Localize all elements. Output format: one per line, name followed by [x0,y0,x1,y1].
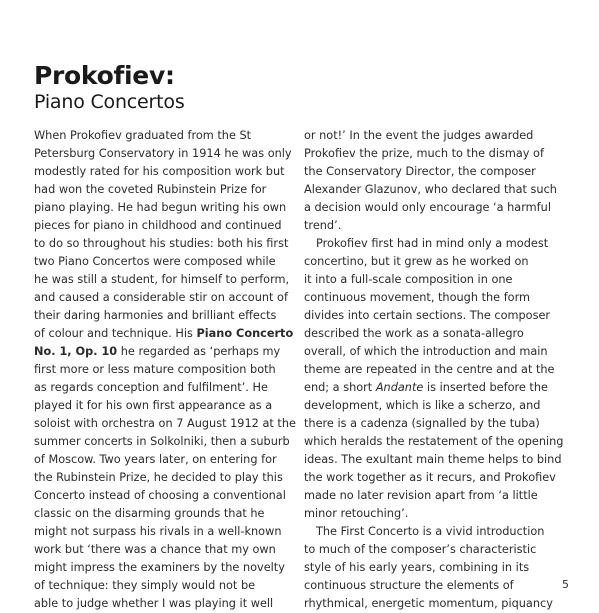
text-line [34,289,288,307]
text-line [34,505,284,523]
text-line [304,451,574,469]
text-line [34,145,292,163]
page-number: 5 [562,578,569,591]
text-line [304,127,574,145]
text-line [304,163,574,181]
text-segment: is inserted before the [423,381,548,394]
text-line [304,325,574,343]
text-line [34,577,284,595]
text-line [304,289,574,307]
text-line [304,271,574,289]
text-line [34,199,287,217]
text-segment: theme are repeated in the centre and at the [304,363,555,376]
text-segment: the Rubinstein Prize, he decided to play this [34,471,283,484]
text-segment: style of his early years, combining in its [304,561,530,574]
bold-text: Piano Concerto [196,327,294,340]
text-segment: he regarded as ‘perhaps my [117,345,281,358]
text-segment: or not!’ In the event the judges awarded [304,129,534,142]
bold-text: No. 1, Op. 10 [34,345,118,358]
text-segment: concertino, but it grew as he worked on [304,255,529,268]
text-segment: the Conservatory Director, the composer [304,165,536,178]
text-line [34,307,284,325]
text-segment: development, which is like a scherzo, and [304,399,541,412]
text-line [304,217,574,235]
text-segment: classic on the disarming grounds that he [34,507,265,520]
text-line [304,505,574,523]
text-line [304,541,574,559]
text-line [304,307,574,325]
text-segment: ideas. The exultant main theme helps to bind [304,453,562,466]
text-segment: might not surpass his rivals in a well-known [34,525,282,538]
text-line [34,253,284,271]
page-title: Prokofiev: [34,61,175,90]
text-segment: When Prokofiev graduated from the St [34,129,252,142]
text-segment: pieces for piano in childhood and continued [34,219,282,232]
text-line [34,271,290,289]
text-segment: summer concerts in Solkolniki, then a suburb [34,435,290,448]
text-segment: of Moscow. Two years later, on entering for [34,453,277,466]
text-line [304,577,574,595]
text-segment: played it for his own first appearance as a [34,399,273,412]
text-segment: modestly rated for his composition work but [34,165,285,178]
text-segment: Alexander Glazunov, who declared that such [304,183,557,196]
text-segment: to do so throughout his studies: both his first [34,237,289,250]
text-segment: a decision would only encourage ‘a harmful [304,201,551,214]
text-segment: their daring harmonies and brilliant effects [34,309,277,322]
text-segment: overall, of which the introduction and main [304,345,548,358]
text-line [34,523,284,541]
text-segment: trend’. [304,219,342,232]
text-segment: he was still a student, for himself to perform, [34,273,290,286]
text-line [304,343,574,361]
text-segment: work but ‘there was a chance that my own [34,543,276,556]
text-line [304,235,574,253]
text-segment: described the work as a sonata-allegro [304,327,524,340]
text-line [304,361,574,379]
text-segment: continuous movement, though the form [304,291,531,304]
text-segment: as regards conception and fulfilment’. He [34,381,268,394]
text-segment: there is a cadenza (signalled by the tuba) [304,417,540,430]
text-segment: end; a short [304,381,376,394]
text-segment: which heralds the restatement of the opening [304,435,564,448]
text-segment: Prokofiev first had in mind only a modest [316,237,549,250]
text-line [304,559,574,577]
text-line [34,415,296,433]
text-segment: soloist with orchestra on 7 August 1912 at the [34,417,296,430]
left-text-column [34,127,296,613]
text-line [34,181,284,199]
text-segment: made no later revision apart from ‘a little [304,489,538,502]
text-line [34,541,284,559]
text-line [304,145,574,163]
text-line [34,559,284,577]
text-line [34,469,284,487]
text-segment: Concerto instead of choosing a conventional [34,489,286,502]
text-segment: Prokofiev the prize, much to the dismay of [304,147,544,160]
text-segment: had won the coveted Rubinstein Prize for [34,183,267,196]
text-line [304,469,574,487]
text-segment: of colour and technique. His [34,327,197,340]
text-line [304,379,574,397]
text-line [304,199,574,217]
text-segment: it into a full-scale composition in one [304,273,513,286]
text-segment: might impress the examiners by the novelty [34,561,285,574]
text-line [34,361,284,379]
text-line [34,379,284,397]
text-line [34,397,284,415]
text-segment: of technique: they simply would not be [34,579,256,592]
page-subtitle: Piano Concertos [34,91,185,113]
text-segment: continuous structure the elements of [304,579,514,592]
text-segment: rhythmical, energetic momentum, piquancy [304,597,553,610]
text-segment: to much of the composer’s characteristic [304,543,537,556]
text-segment: The First Concerto is a vivid introduction [316,525,545,538]
text-line [34,451,284,469]
text-segment: the work together as it recurs, and Prokofiev [304,471,556,484]
text-line [304,433,574,451]
text-line [304,397,574,415]
text-line [34,595,284,613]
text-line [304,595,574,613]
text-line [304,523,574,541]
text-line [34,325,294,343]
text-segment: minor retouching’. [304,507,409,520]
text-line [34,235,289,253]
text-segment: first more or less mature composition both [34,363,276,376]
text-line [34,163,284,181]
text-line [304,487,574,505]
right-text-column [304,127,574,613]
text-line [34,433,290,451]
text-line [34,217,284,235]
text-line [304,415,574,433]
text-line [304,181,574,199]
text-segment: able to judge whether I was playing it well [34,597,274,610]
italic-text: Andante [375,381,424,394]
text-segment: Petersburg Conservatory in 1914 he was only [34,147,292,160]
text-segment: divides into certain sections. The composer [304,309,551,322]
text-line [304,253,574,271]
text-segment: and caused a considerable stir on account of [34,291,288,304]
text-line [34,487,284,505]
text-segment: piano playing. He had begun writing his own [34,201,287,214]
text-line [34,343,284,361]
text-line [34,127,284,145]
text-segment: two Piano Concertos were composed while [34,255,276,268]
